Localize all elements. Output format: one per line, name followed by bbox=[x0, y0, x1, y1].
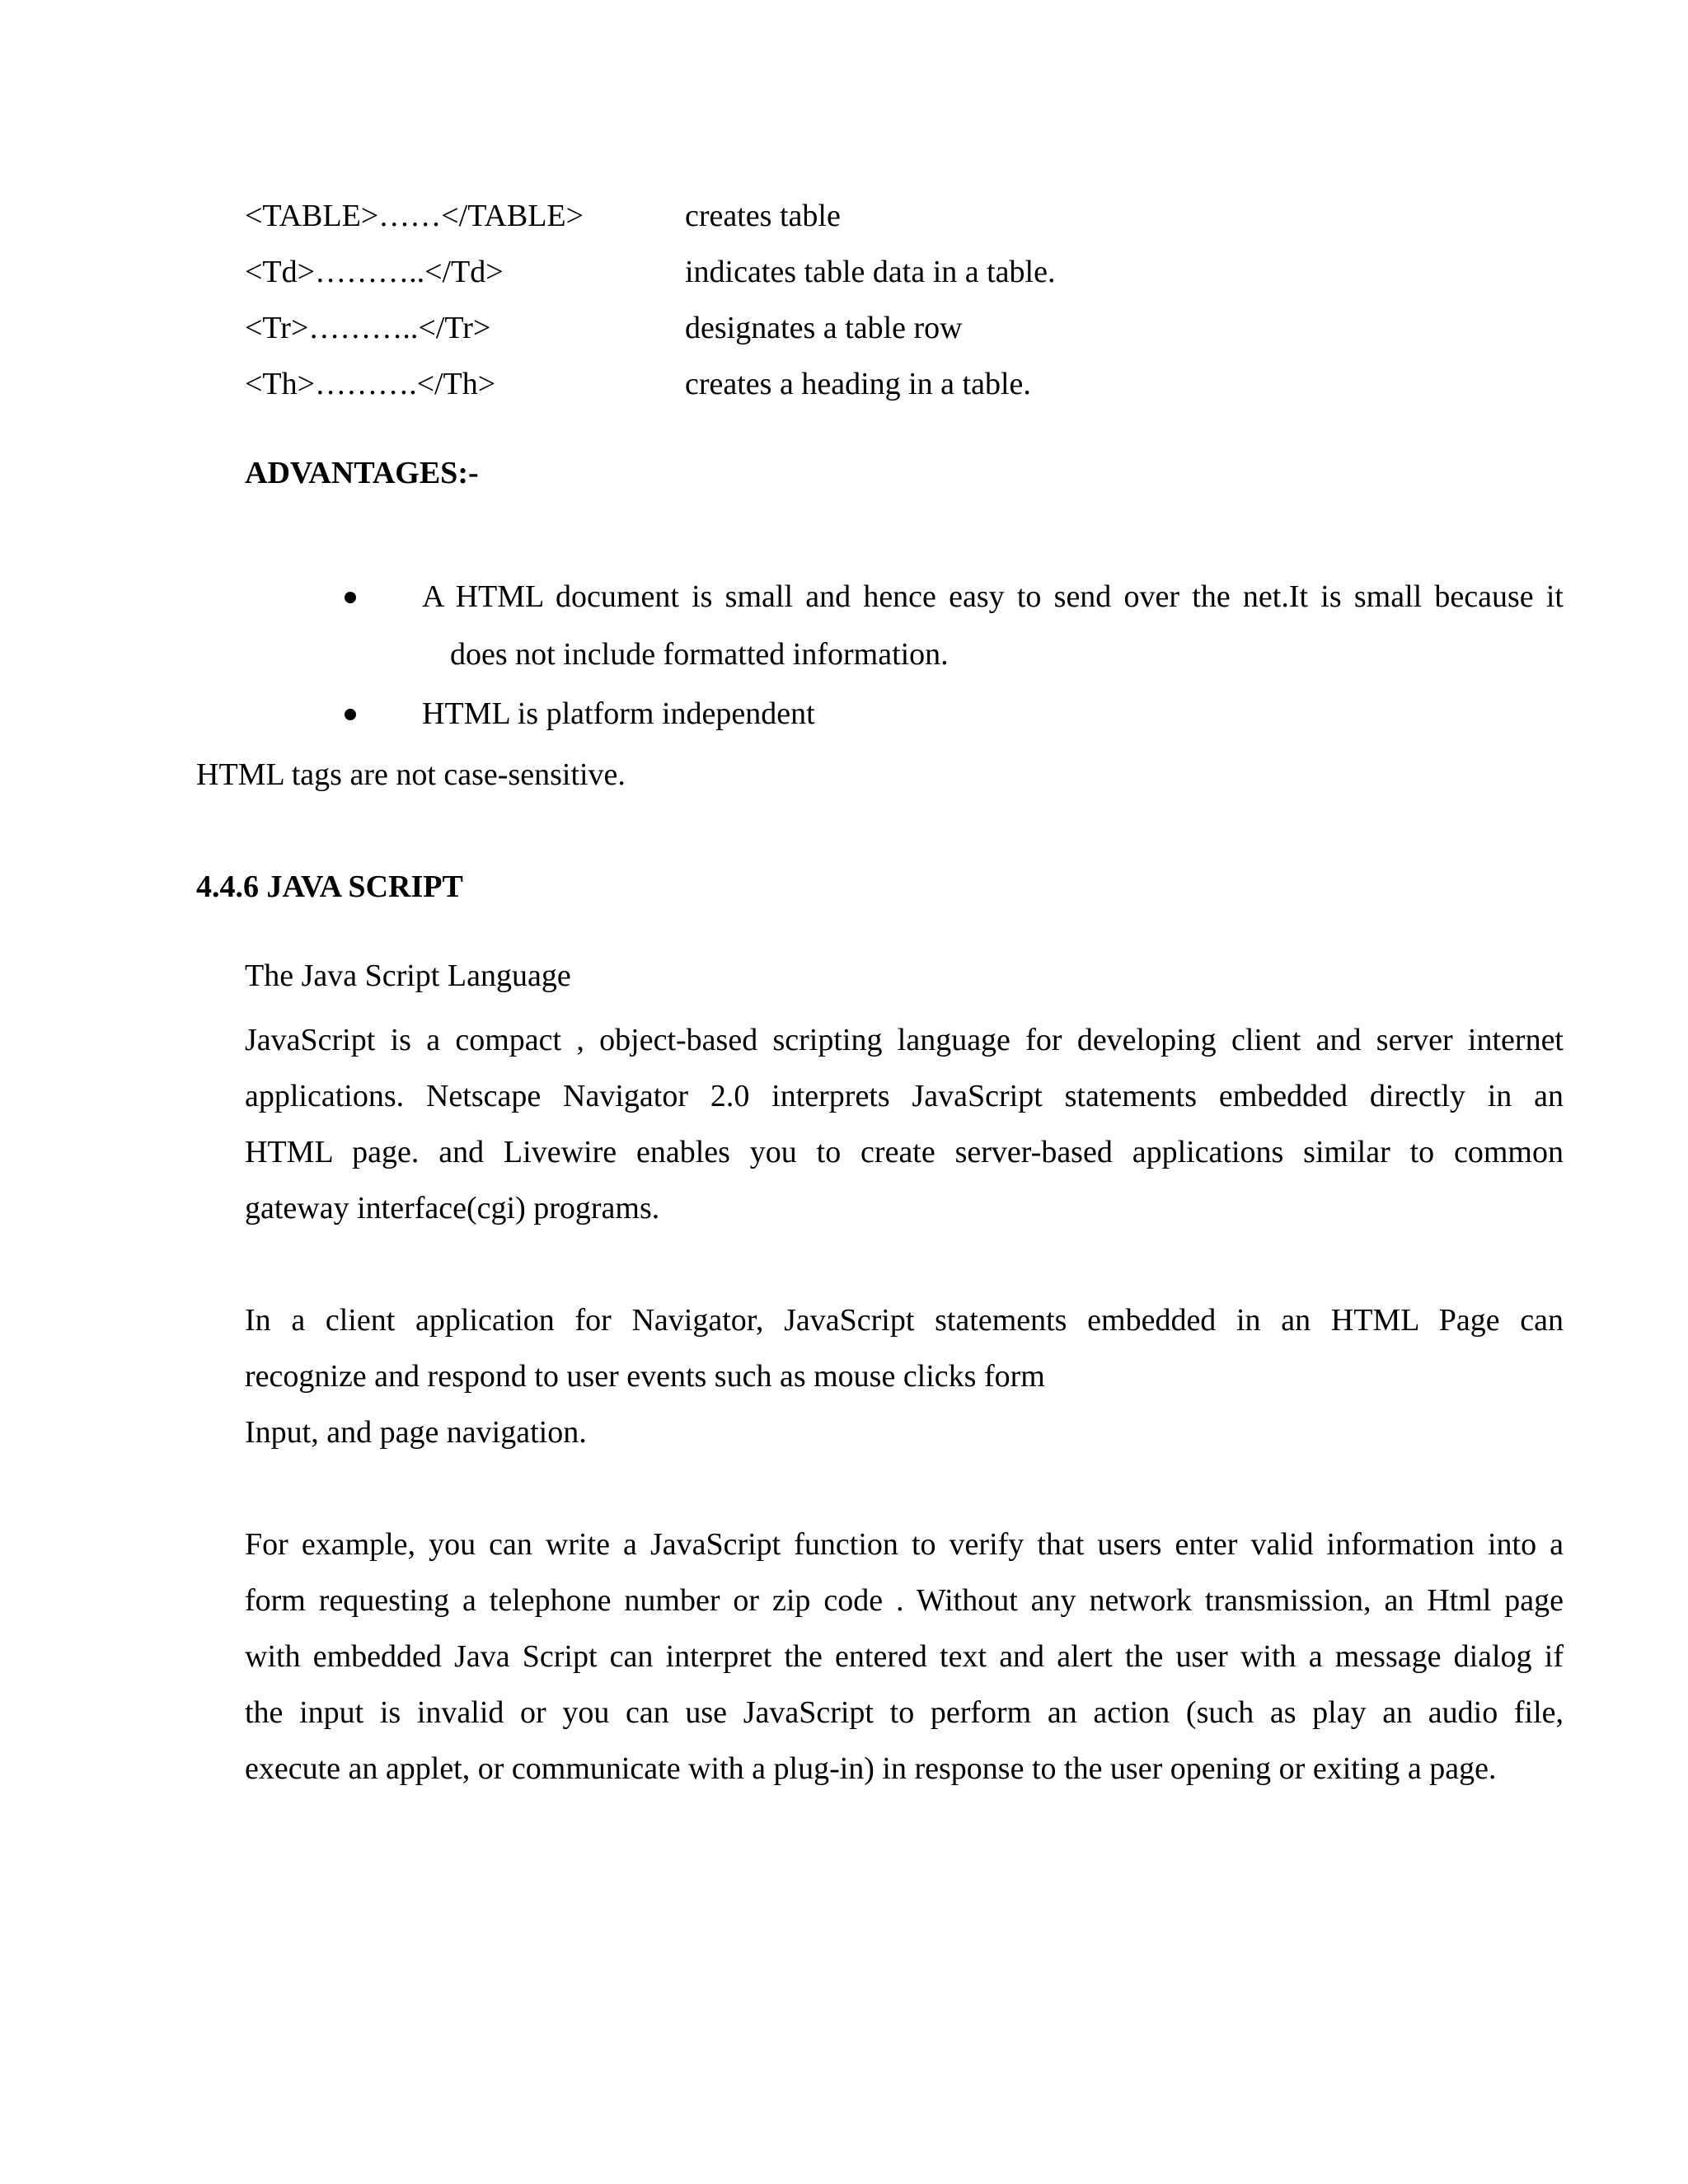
tag-row bbox=[245, 363, 1564, 405]
bullet-icon bbox=[345, 592, 356, 603]
section-subtitle: The Java Script Language bbox=[245, 958, 571, 993]
bullet-text: HTML is platform independent bbox=[422, 696, 815, 731]
tag-description: creates a heading in a table. bbox=[685, 367, 1031, 401]
paragraph-line: execute an applet, or communicate with a plug-in) in response to the user opening or exiting a page. bbox=[245, 1751, 1497, 1786]
bullet-icon bbox=[345, 709, 356, 720]
paragraph-line: form requesting a telephone number or zip code . Without any network transmission, an Html page bbox=[245, 1583, 1564, 1618]
paragraph-line: JavaScript is a compact , object-based scripting language for developing client and server internet bbox=[245, 1023, 1564, 1057]
paragraph-line: applications. Netscape Navigator 2.0 interprets JavaScript statements embedded directly in an bbox=[245, 1079, 1564, 1113]
paragraph-line: HTML page. and Livewire enables you to create server-based applications similar to common bbox=[245, 1135, 1564, 1169]
bullet-text-continued: does not include formatted information. bbox=[450, 637, 949, 672]
paragraph-line: with embedded Java Script can interpret the entered text and alert the user with a message dialog if bbox=[245, 1639, 1564, 1674]
note-text: HTML tags are not case-sensitive. bbox=[196, 757, 626, 792]
tag-description: creates table bbox=[685, 199, 841, 233]
paragraph-line: In a client application for Navigator, JavaScript statements embedded in an HTML Page can bbox=[245, 1303, 1564, 1338]
tag-row bbox=[245, 194, 1564, 237]
tag-row bbox=[245, 251, 1564, 293]
tag-description: indicates table data in a table. bbox=[685, 255, 1056, 289]
paragraph-line: Input, and page navigation. bbox=[245, 1415, 587, 1450]
bullet-text: A HTML document is small and hence easy to send over the net.It is small because it bbox=[422, 579, 1564, 614]
tag-code: <Tr>………..</Tr> bbox=[245, 311, 491, 345]
paragraph-line: gateway interface(cgi) programs. bbox=[245, 1191, 660, 1226]
section-heading: 4.4.6 JAVA SCRIPT bbox=[196, 869, 463, 904]
tag-code: <Td>………..</Td> bbox=[245, 255, 504, 289]
paragraph-line: the input is invalid or you can use JavaScript to perform an action (such as play an audio file, bbox=[245, 1695, 1564, 1730]
tag-description: designates a table row bbox=[685, 311, 963, 345]
tag-row bbox=[245, 307, 1564, 349]
paragraph-line: For example, you can write a JavaScript function to verify that users enter valid information into a bbox=[245, 1527, 1564, 1562]
tag-code: <TABLE>……</TABLE> bbox=[245, 199, 584, 233]
advantages-heading: ADVANTAGES:- bbox=[245, 456, 479, 490]
tag-code: <Th>……….</Th> bbox=[245, 367, 496, 401]
paragraph-line: recognize and respond to user events such as mouse clicks form bbox=[245, 1359, 1045, 1394]
